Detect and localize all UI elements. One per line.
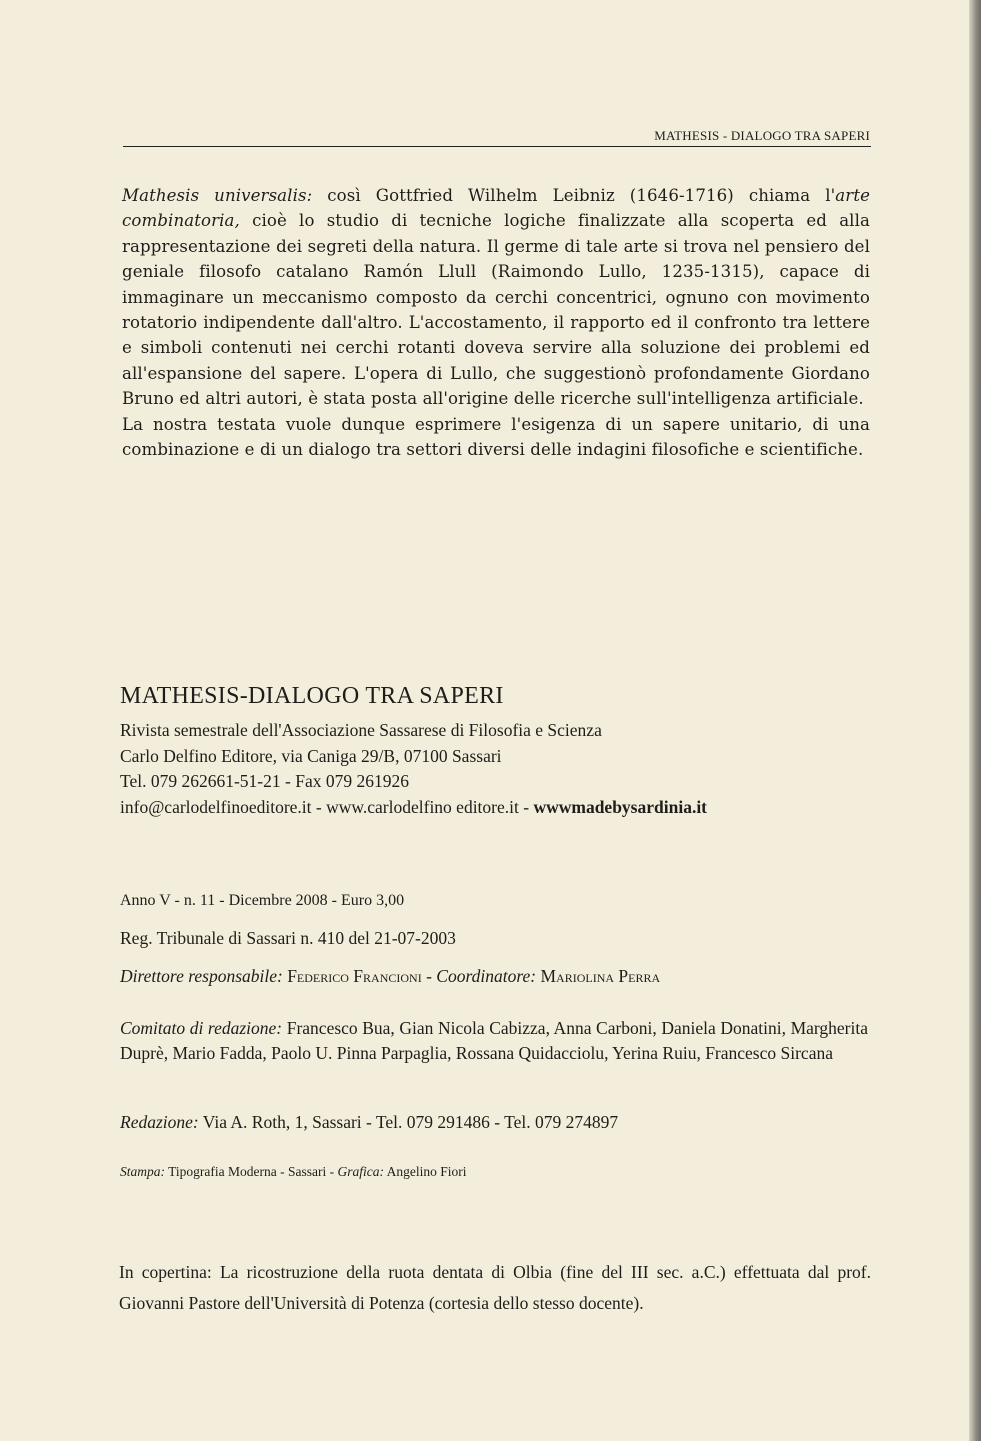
publisher-address: Carlo Delfino Editore, via Caniga 29/B, 07100 Sassari [120,745,502,766]
coordinatore-name: Mariolina Perra [540,966,661,986]
intro-part-1: così Gottfried Wilhelm Leibniz (1646-1716) chiama l' [312,186,836,205]
publisher-block [120,718,707,820]
redazione-label: Redazione: [120,1112,199,1132]
registration-info: Reg. Tribunale di Sassari n. 410 del 21-07-2003 [120,928,456,948]
journal-title: MATHESIS-DIALOGO TRA SAPERI [120,683,504,709]
stampa-line [120,1164,467,1180]
header-rule [123,146,871,147]
comitato-label: Comitato di redazione: [120,1018,283,1038]
grafica-label: Grafica: [337,1164,384,1179]
grafica-value: Angelino Fiori [386,1164,467,1179]
intro-paragraph-1 [122,183,870,412]
page-edge-shadow [969,0,981,1441]
web-bold-link: wwwmadebysardinia.it [533,796,708,817]
intro-text [122,183,870,462]
redazione-line [120,1112,618,1133]
journal-subtitle: Rivista semestrale dell'Associazione Sassarese di Filosofia e Scienza [120,720,602,740]
stampa-value: Tipografia Moderna - Sassari - [168,1164,338,1179]
intro-paragraph-2: La nostra testata vuole dunque esprimere l'esigenza di un sapere unitario, di una combinazione e di un dialogo tra settori diversi delle indagini filosofiche e scientifiche. [122,414,870,460]
intro-arte-italic: arte combinatoria, [122,186,871,231]
cover-note: In copertina: La ricostruzione della ruota dentata di Olbia (fine del III sec. a.C.) effettuata dal prof. Giovanni Pastore dell'Università di Potenza (cortesia dello stesso docente). [119,1262,871,1313]
comitato-names: Francesco Bua, Gian Nicola Cabizza, Anna Carboni, Daniela Donatini, Margherita Duprè, Mario Fadda, Paolo U. Pinna Parpaglia, Rossana Quidacciolu, Yerina Ruiu, Francesco Sircana [120,1018,868,1063]
coordinatore-label: Coordinatore: [436,966,537,986]
web-links: info@carlodelfinoeditore.it - www.carlodelfino editore.it - [120,796,534,817]
comitato-block [120,1016,868,1066]
direttore-line: Direttore responsabile: Federico Francioni - Coordinatore: Mariolina Perra [120,966,661,986]
intro-lead-italic: Mathesis universalis: [122,186,313,205]
direttore-name: Federico Francioni [287,966,422,986]
issue-info: Anno V - n. 11 - Dicembre 2008 - Euro 3,00 [120,892,405,909]
publisher-web [120,795,707,821]
publisher-phone: Tel. 079 262661-51-21 - Fax 079 261926 [120,771,409,791]
intro-part-2: cioè lo studio di tecniche logiche finalizzate alla scoperta ed alla rappresentazione dei segreti della natura. Il germe di tale arte si trova nel pensiero del geniale filosofo catalano Ramón Llull (Raimondo Lullo, 1235-1315), capace di immaginare un meccanismo composto da cerchi concentrici, ognuno con movimento rotatorio indipendente dall'altro. L'accostamento, il rapporto ed il confronto tra lettere e simboli contenuti nei cerchi rotanti doveva servire alla soluzione dei problemi ed all'espansione del sapere. L'opera di Lullo, che suggestionò profondamente Giordano Bruno ed altri autori, è stata posta all'origine delle ricerche sull'intelligenza artificiale. [122,211,870,409]
redazione-address: Via A. Roth, 1, Sassari - Tel. 079 291486 - Tel. 079 274897 [202,1112,619,1132]
running-head: MATHESIS - DIALOGO TRA SAPERI [654,128,870,143]
stampa-label: Stampa: [120,1164,165,1179]
direttore-label: Direttore responsabile: [120,966,283,986]
